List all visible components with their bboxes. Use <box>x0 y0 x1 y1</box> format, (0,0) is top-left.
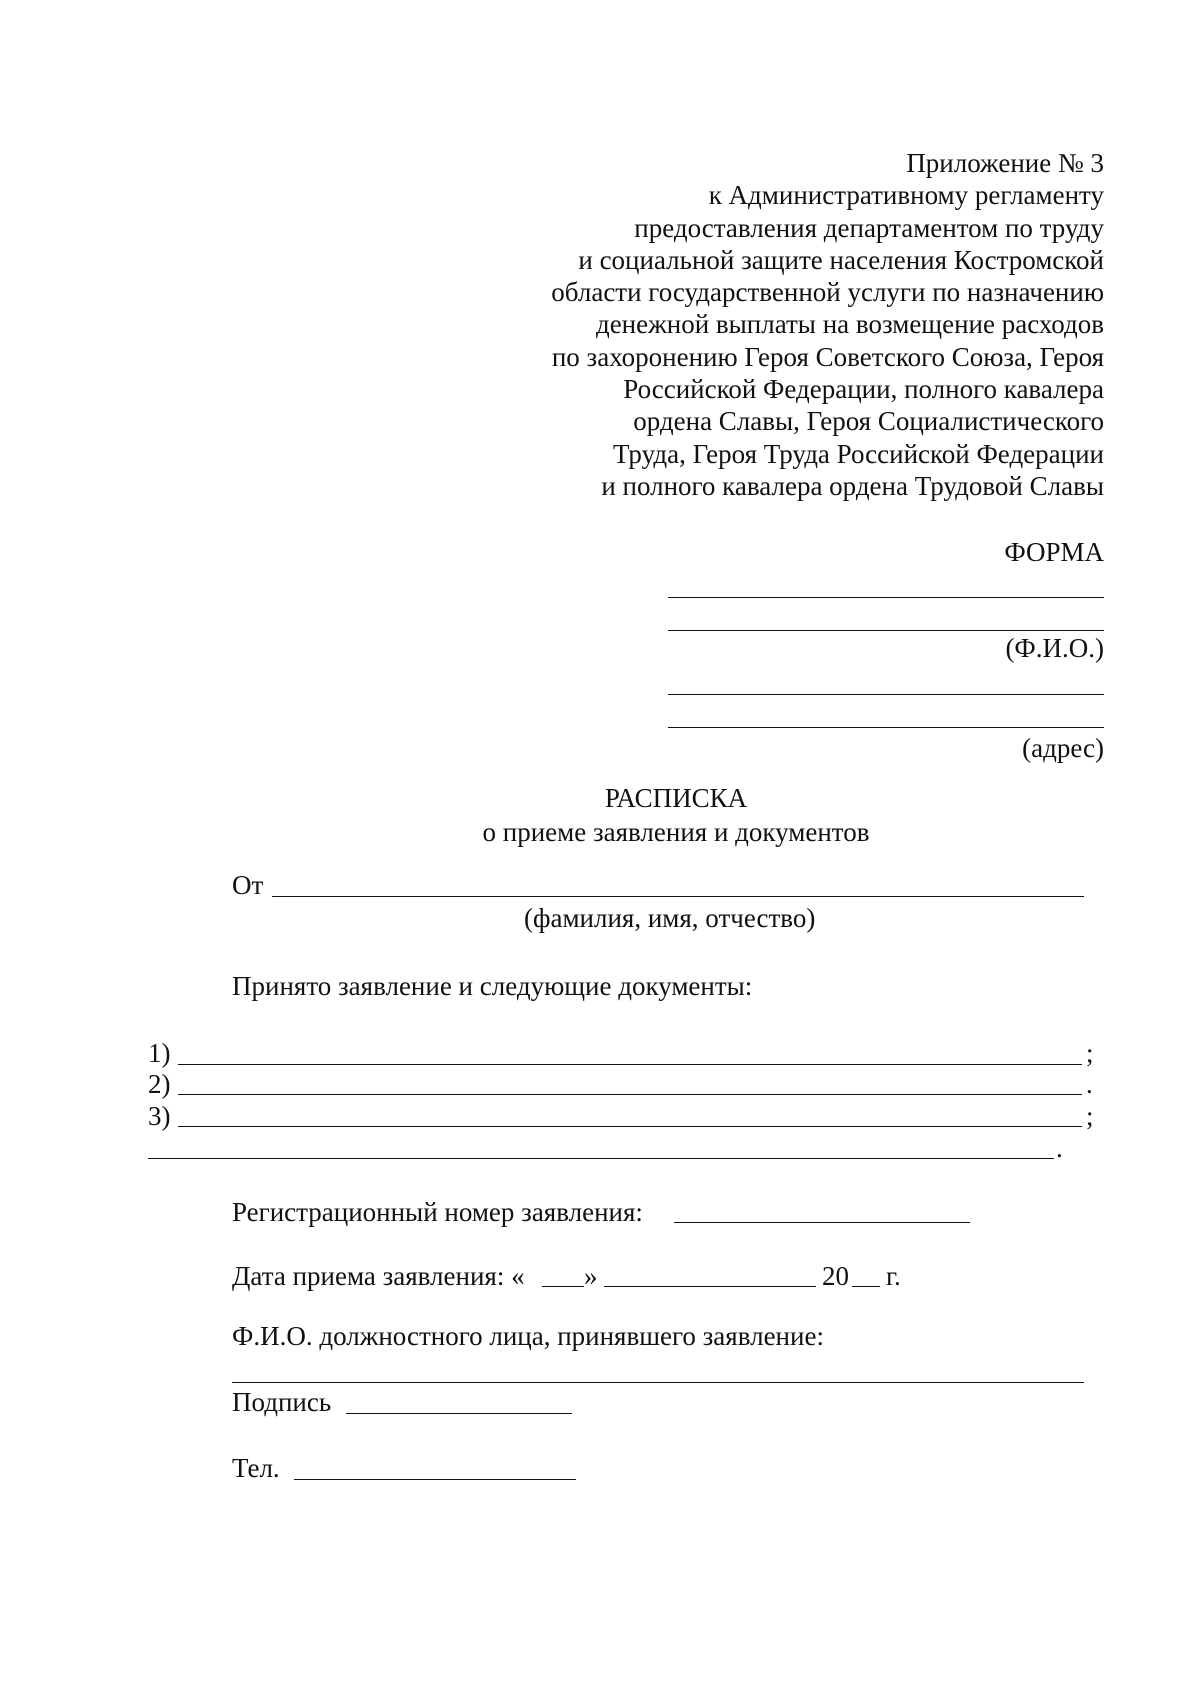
date-label: Дата приема заявления: « <box>232 1261 525 1291</box>
header-line-6: денежной выплаты на возмещение расходов <box>595 309 1104 340</box>
document-3-line[interactable] <box>178 1126 1082 1127</box>
signature-line[interactable] <box>346 1413 572 1414</box>
phone-line[interactable] <box>294 1479 576 1480</box>
address-line-2[interactable] <box>668 727 1104 728</box>
header-line-2: к Административному регламенту <box>708 180 1104 211</box>
header-line-9: ордена Славы, Героя Социалистического <box>633 406 1104 437</box>
document-1-line[interactable] <box>178 1064 1082 1065</box>
date-close-quote: » <box>584 1261 598 1291</box>
reg-number-line[interactable] <box>674 1222 970 1223</box>
form-label: ФОРМА <box>1004 537 1104 567</box>
signature-label: Подпись <box>232 1387 332 1417</box>
date-day-line[interactable] <box>542 1286 584 1287</box>
document-extra-line[interactable] <box>148 1158 1054 1159</box>
header-line-8: Российской Федерации, полного кавалера <box>623 374 1104 405</box>
document-extra-end: . <box>1056 1133 1063 1163</box>
appendix-header <box>484 147 1104 502</box>
from-label: От <box>232 870 264 900</box>
date-suffix: г. <box>886 1261 901 1291</box>
header-line-7: по захоронению Героя Советского Союза, Героя <box>551 341 1104 372</box>
address-line-1[interactable] <box>668 694 1104 695</box>
header-line-5: области государственной услуги по назначению <box>551 277 1104 308</box>
header-line-11: и полного кавалера ордена Трудовой Славы <box>601 470 1104 501</box>
official-label: Ф.И.О. должностного лица, принявшего заявление: <box>232 1321 824 1351</box>
document-3-number: 3) <box>148 1101 171 1131</box>
accepted-label: Принято заявление и следующие документы: <box>232 971 753 1001</box>
official-name-line[interactable] <box>232 1382 1084 1383</box>
fio-line-2[interactable] <box>668 630 1104 631</box>
reg-number-label: Регистрационный номер заявления: <box>232 1197 643 1227</box>
fio-caption: (Ф.И.О.) <box>1005 633 1104 663</box>
document-1-number: 1) <box>148 1038 171 1068</box>
document-1-end: ; <box>1086 1038 1094 1068</box>
document-3-end: ; <box>1086 1101 1094 1131</box>
address-caption: (адрес) <box>1022 733 1104 763</box>
document-2-line[interactable] <box>178 1094 1082 1095</box>
document-2-end: . <box>1086 1069 1093 1099</box>
date-year-line[interactable] <box>852 1286 880 1287</box>
header-line-10: Труда, Героя Труда Российской Федерации <box>612 438 1104 469</box>
document-2-number: 2) <box>148 1069 171 1099</box>
fio-line-1[interactable] <box>668 597 1104 598</box>
date-year-prefix: 20 <box>822 1261 849 1291</box>
document-title: РАСПИСКА <box>604 783 748 813</box>
from-name-line[interactable] <box>272 896 1084 897</box>
date-month-line[interactable] <box>604 1286 816 1287</box>
from-caption: (фамилия, имя, отчество) <box>524 903 816 933</box>
phone-label: Тел. <box>232 1453 280 1483</box>
header-line-3: предоставления департаментом по труду <box>634 212 1104 243</box>
header-line-1: Приложение № 3 <box>906 148 1104 178</box>
document-subtitle: о приеме заявления и документов <box>482 817 870 847</box>
header-line-4: и социальной защите населения Костромской <box>578 244 1104 275</box>
